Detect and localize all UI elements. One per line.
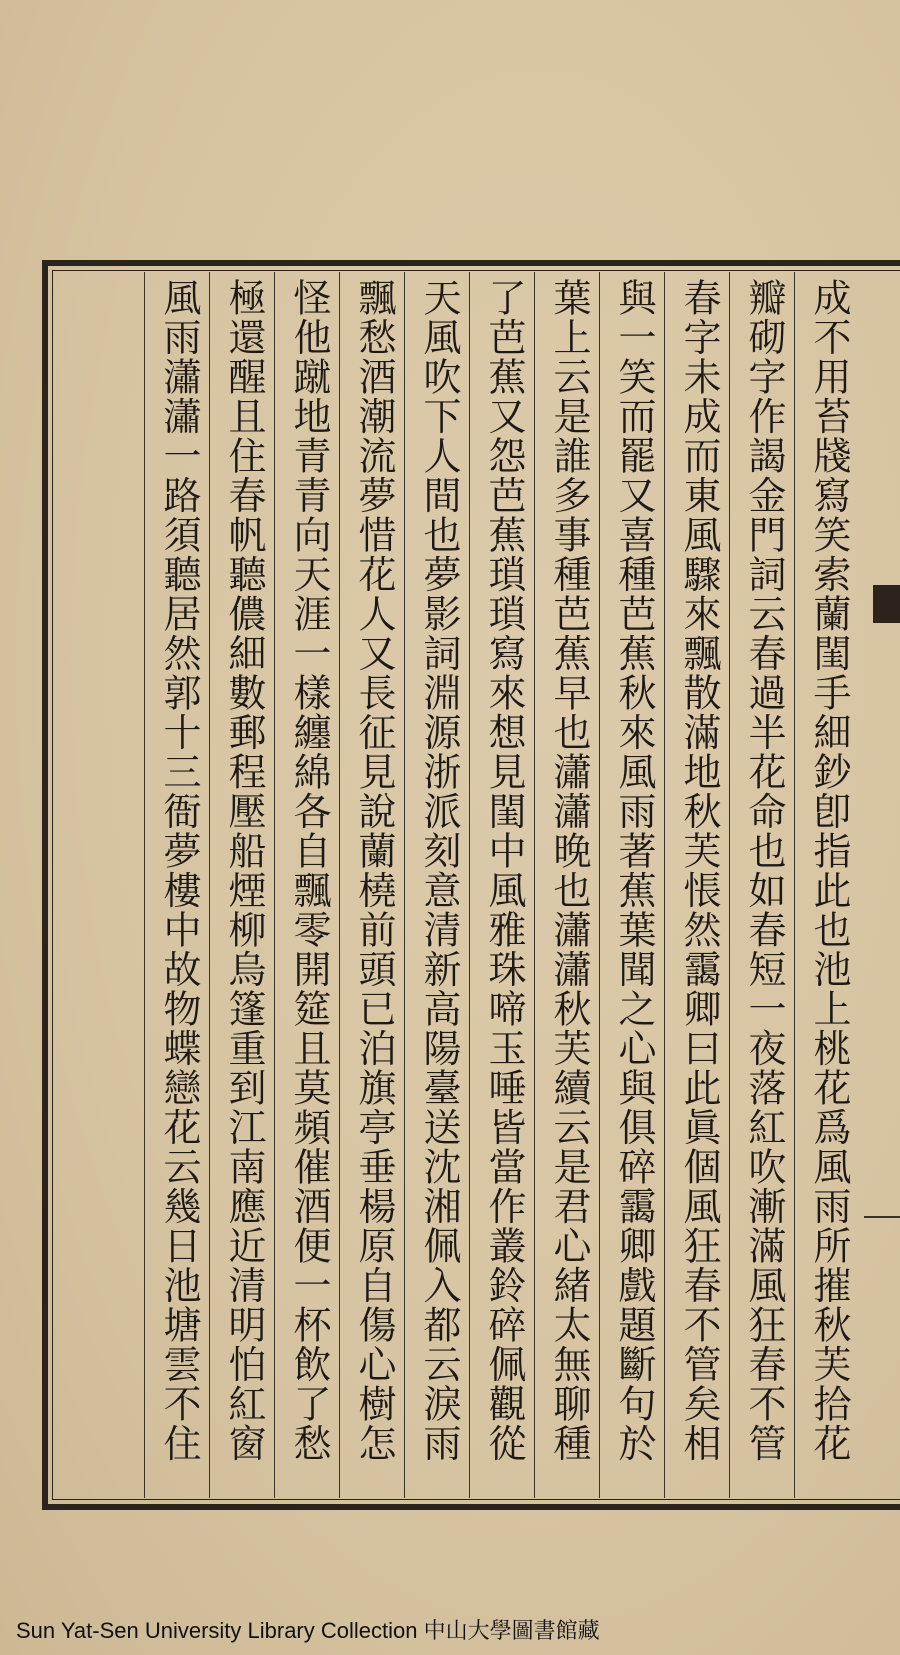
edge-line bbox=[864, 1216, 900, 1218]
column-text: 飄愁酒潮流夢惜花人又長征見說蘭橈前頭已泊旗亭垂楊原自傷心樹怎 bbox=[352, 278, 396, 1463]
column-text: 極還醒且住春帆聽儂細數郵程壓船煙柳烏篷重到江南應近清明怕紅窗 bbox=[222, 278, 266, 1463]
column-text: 與一笑而罷又喜種芭蕉秋來風雨著蕉葉聞之心與俱碎靄卿戲題斷句於 bbox=[612, 278, 656, 1463]
text-column bbox=[601, 278, 667, 1492]
column-divider bbox=[144, 272, 145, 1498]
text-column bbox=[276, 278, 342, 1492]
column-text: 成不用苔牋寫笑索蘭閨手細鈔卽指此也池上桃花爲風雨所摧秋芙拾花 bbox=[807, 278, 851, 1463]
text-column bbox=[796, 278, 862, 1492]
text-column bbox=[341, 278, 407, 1492]
column-text: 瓣砌字作謁金門詞云春過半花命也如春短一夜落紅吹漸滿風狂春不管 bbox=[742, 278, 786, 1463]
column-text: 風雨瀟瀟一路須聽居然郭十三衙夢樓中故物蝶戀花云幾日池塘雲不住 bbox=[157, 278, 201, 1463]
column-text: 葉上云是誰多事種芭蕉早也瀟瀟晚也瀟瀟秋芙續云是君心緒太無聊種 bbox=[547, 278, 591, 1463]
edge-marker bbox=[873, 585, 900, 623]
text-column bbox=[666, 278, 732, 1492]
text-column bbox=[536, 278, 602, 1492]
text-column bbox=[146, 278, 212, 1492]
collection-credit bbox=[16, 1614, 600, 1645]
text-column bbox=[731, 278, 797, 1492]
column-text: 天風吹下人間也夢影詞淵源浙派刻意清新高陽臺送沈湘佩入都云淚雨 bbox=[417, 278, 461, 1463]
text-column bbox=[406, 278, 472, 1492]
collection-credit-cn: 中山大學圖書館藏 bbox=[423, 1619, 600, 1644]
text-column bbox=[211, 278, 277, 1492]
collection-credit-en: Sun Yat-Sen University Library Collection bbox=[16, 1618, 418, 1643]
column-text: 了芭蕉又怨芭蕉瑣瑣寫來想見閨中風雅珠啼玉唾皆當作叢鈴碎佩觀從 bbox=[482, 278, 526, 1463]
text-column bbox=[471, 278, 537, 1492]
column-text: 春字未成而東風驟來飄散滿地秋芙悵然靄卿曰此眞個風狂春不管矣相 bbox=[677, 278, 721, 1463]
column-text: 怪他蹴地青青向天涯一樣纏綿各自飄零開筵且莫頻催酒便一杯飲了愁 bbox=[287, 278, 331, 1463]
